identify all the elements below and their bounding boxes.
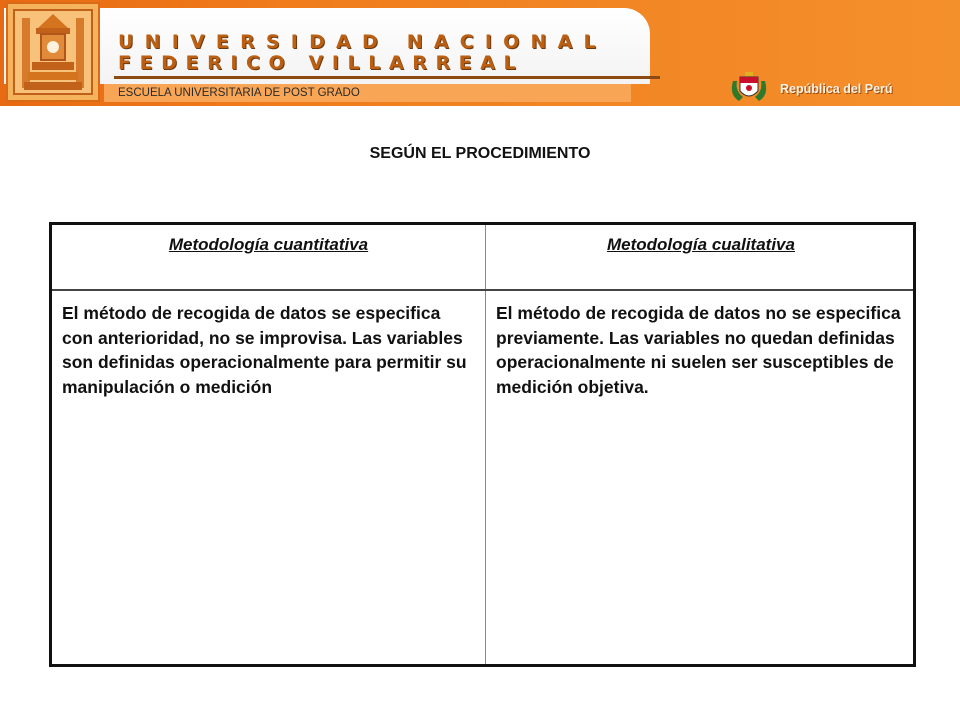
country-label: República del Perú bbox=[780, 82, 893, 96]
slide-heading: SEGÚN EL PROCEDIMIENTO bbox=[369, 145, 591, 162]
header-banner bbox=[0, 0, 960, 106]
comparison-table bbox=[49, 222, 916, 667]
cell-quantitative-description: El método de recogida de datos se especifica con anterioridad, no se improvisa. Las variables son definidas operacionalmente para permitir su manipulación o medición bbox=[62, 303, 467, 397]
header-divider bbox=[52, 289, 913, 291]
university-title-line1: UNIVERSIDAD NACIONAL bbox=[118, 31, 607, 53]
university-logo bbox=[6, 2, 100, 102]
column-header-quantitative: Metodología cuantitativa bbox=[168, 235, 369, 254]
cell-qualitative-description: El método de recogida de datos no se especifica previamente. Las variables no quedan definidas operacionalmente ni suelen ser susceptibles de medición objetiva. bbox=[496, 303, 901, 397]
university-crest-icon bbox=[8, 4, 98, 100]
peru-coat-of-arms-icon bbox=[729, 71, 769, 105]
school-label: ESCUELA UNIVERSITARIA DE POST GRADO bbox=[104, 84, 631, 102]
university-title-line2: FEDERICO VILLARREAL bbox=[118, 52, 525, 74]
title-underline bbox=[114, 76, 660, 79]
column-header-qualitative: Metodología cualitativa bbox=[607, 235, 795, 254]
